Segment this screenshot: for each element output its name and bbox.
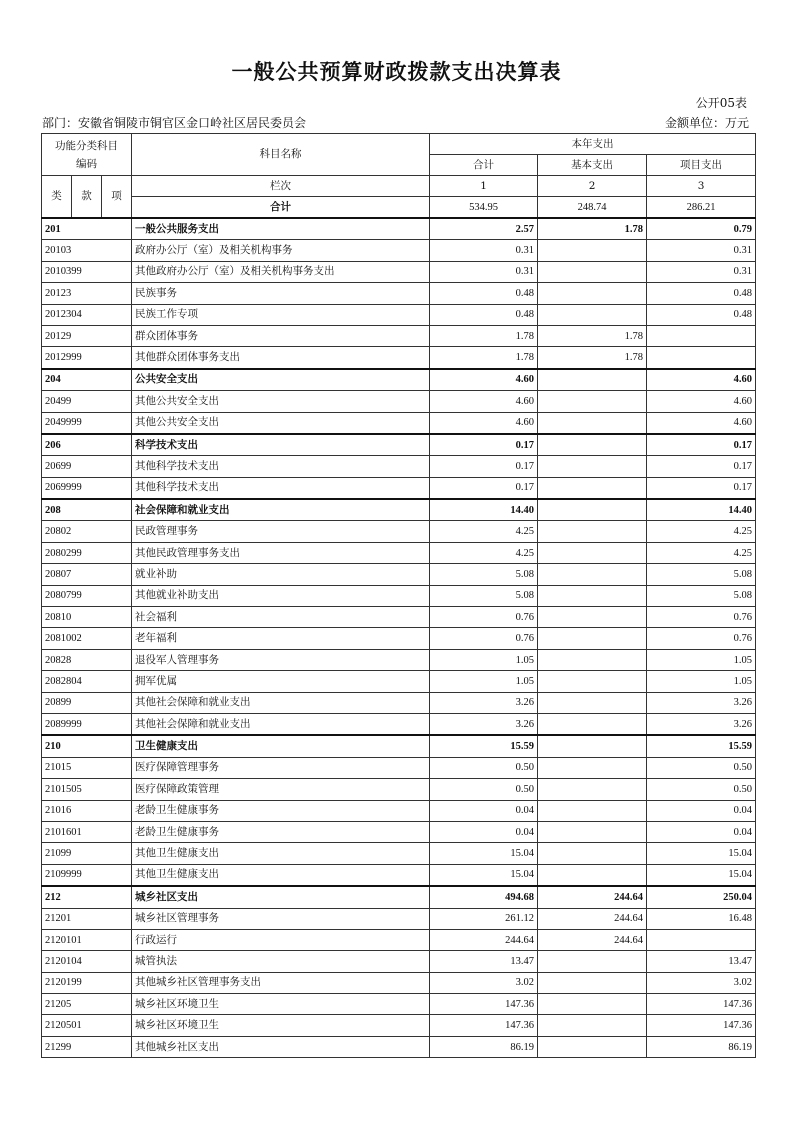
row-code: 2120101	[42, 929, 132, 950]
row-code: 2012999	[42, 347, 132, 369]
row-basic	[538, 1015, 647, 1036]
table-body	[42, 218, 756, 1058]
row-total: 261.12	[430, 908, 538, 929]
row-code: 208	[42, 499, 132, 521]
current-year-header: 本年支出	[430, 134, 756, 155]
row-total: 4.60	[430, 369, 538, 391]
row-total: 0.04	[430, 800, 538, 821]
row-code: 212	[42, 886, 132, 908]
row-code: 20807	[42, 564, 132, 585]
row-project: 0.31	[647, 261, 756, 282]
row-subject-name: 其他群众团体事务支出	[132, 347, 430, 369]
page-title: 一般公共预算财政拨款支出决算表	[231, 60, 562, 84]
row-basic	[538, 499, 647, 521]
row-total: 0.17	[430, 456, 538, 477]
grand-project-value: 286.21	[647, 197, 756, 219]
row-project: 0.48	[647, 283, 756, 304]
row-project: 0.76	[647, 607, 756, 628]
row-total: 1.05	[430, 649, 538, 670]
table-row	[42, 908, 756, 929]
row-project: 15.04	[647, 843, 756, 864]
row-code: 20828	[42, 649, 132, 670]
row-subject-name: 其他公共安全支出	[132, 391, 430, 412]
row-project: 0.17	[647, 477, 756, 499]
row-basic	[538, 607, 647, 628]
row-basic	[538, 283, 647, 304]
table-row	[42, 261, 756, 282]
row-total: 0.17	[430, 477, 538, 499]
row-code: 2049999	[42, 412, 132, 434]
table-row	[42, 886, 756, 908]
row-total: 4.25	[430, 521, 538, 542]
row-project: 0.31	[647, 240, 756, 261]
table-row	[42, 240, 756, 261]
row-total: 4.60	[430, 412, 538, 434]
row-total: 0.76	[430, 628, 538, 649]
row-code: 2069999	[42, 477, 132, 499]
row-subject-name: 城乡社区环境卫生	[132, 1015, 430, 1036]
row-project: 13.47	[647, 951, 756, 972]
row-code: 2101505	[42, 779, 132, 800]
table-row	[42, 585, 756, 606]
row-subject-name: 科学技术支出	[132, 434, 430, 456]
row-project: 4.60	[647, 391, 756, 412]
row-subject-name: 就业补助	[132, 564, 430, 585]
row-basic	[538, 972, 647, 993]
expenditure-table	[41, 133, 756, 1058]
row-total: 1.78	[430, 325, 538, 346]
row-subject-name: 其他民政管理事务支出	[132, 542, 430, 563]
row-subject-name: 其他社会保障和就业支出	[132, 692, 430, 713]
row-total: 0.48	[430, 283, 538, 304]
row-total: 13.47	[430, 951, 538, 972]
subject-name-header: 科目名称	[132, 134, 430, 176]
row-total: 3.26	[430, 713, 538, 735]
row-subject-name: 政府办公厅（室）及相关机构事务	[132, 240, 430, 261]
table-row	[42, 283, 756, 304]
table-row	[42, 972, 756, 993]
row-code: 21299	[42, 1036, 132, 1057]
row-basic	[538, 564, 647, 585]
row-code: 2089999	[42, 713, 132, 735]
table-row	[42, 800, 756, 821]
table-row	[42, 434, 756, 456]
row-total: 3.02	[430, 972, 538, 993]
row-subject-name: 老龄卫生健康事务	[132, 800, 430, 821]
row-subject-name: 民族事务	[132, 283, 430, 304]
row-basic	[538, 649, 647, 670]
row-total: 3.26	[430, 692, 538, 713]
row-total: 0.17	[430, 434, 538, 456]
row-subject-name: 退役军人管理事务	[132, 649, 430, 670]
row-basic	[538, 542, 647, 563]
table-row	[42, 757, 756, 778]
row-subject-name: 城乡社区支出	[132, 886, 430, 908]
row-project: 15.59	[647, 735, 756, 757]
table-row	[42, 347, 756, 369]
row-total: 1.05	[430, 671, 538, 692]
table-row	[42, 499, 756, 521]
row-code: 2109999	[42, 864, 132, 886]
table-row	[42, 369, 756, 391]
row-subject-name: 公共安全支出	[132, 369, 430, 391]
column-order-label: 栏次	[132, 176, 430, 197]
table-row	[42, 607, 756, 628]
table-row	[42, 821, 756, 842]
row-project: 0.48	[647, 304, 756, 325]
row-project: 5.08	[647, 585, 756, 606]
row-subject-name: 民政管理事务	[132, 521, 430, 542]
row-code: 2120104	[42, 951, 132, 972]
row-subject-name: 医疗保障政策管理	[132, 779, 430, 800]
row-total: 5.08	[430, 564, 538, 585]
row-basic	[538, 800, 647, 821]
row-basic: 1.78	[538, 218, 647, 240]
row-code: 201	[42, 218, 132, 240]
row-basic	[538, 585, 647, 606]
row-total: 0.31	[430, 261, 538, 282]
row-subject-name: 城乡社区环境卫生	[132, 994, 430, 1015]
row-code: 21016	[42, 800, 132, 821]
row-project: 3.02	[647, 972, 756, 993]
table-row	[42, 521, 756, 542]
row-total: 15.04	[430, 864, 538, 886]
row-basic: 244.64	[538, 929, 647, 950]
table-row	[42, 564, 756, 585]
row-code: 20499	[42, 391, 132, 412]
row-project	[647, 325, 756, 346]
row-code: 210	[42, 735, 132, 757]
table-row	[42, 391, 756, 412]
row-code: 2012304	[42, 304, 132, 325]
row-total: 4.60	[430, 391, 538, 412]
kuan-header: 款	[72, 176, 102, 219]
row-total: 0.04	[430, 821, 538, 842]
row-project: 1.05	[647, 671, 756, 692]
table-row	[42, 671, 756, 692]
row-subject-name: 社会保障和就业支出	[132, 499, 430, 521]
table-row	[42, 325, 756, 346]
row-project: 16.48	[647, 908, 756, 929]
table-row	[42, 929, 756, 950]
row-code: 2080799	[42, 585, 132, 606]
row-basic	[538, 521, 647, 542]
row-basic	[538, 628, 647, 649]
row-total: 14.40	[430, 499, 538, 521]
table-row	[42, 864, 756, 886]
row-code: 21015	[42, 757, 132, 778]
row-total: 244.64	[430, 929, 538, 950]
table-row	[42, 1036, 756, 1057]
row-total: 0.50	[430, 757, 538, 778]
row-subject-name: 拥军优属	[132, 671, 430, 692]
row-basic	[538, 994, 647, 1015]
row-basic: 1.78	[538, 347, 647, 369]
table-row	[42, 218, 756, 240]
row-project: 3.26	[647, 713, 756, 735]
row-subject-name: 其他科学技术支出	[132, 456, 430, 477]
row-code: 21205	[42, 994, 132, 1015]
row-basic	[538, 843, 647, 864]
row-subject-name: 其他卫生健康支出	[132, 843, 430, 864]
row-code: 2120199	[42, 972, 132, 993]
unit-label: 金额单位：万元	[664, 116, 749, 130]
col2-index: 2	[538, 176, 647, 197]
row-code: 20810	[42, 607, 132, 628]
row-basic	[538, 821, 647, 842]
row-total: 494.68	[430, 886, 538, 908]
form-number: 公开05表	[695, 96, 747, 110]
row-code: 2082804	[42, 671, 132, 692]
row-basic	[538, 434, 647, 456]
row-code: 2081002	[42, 628, 132, 649]
row-subject-name: 社会福利	[132, 607, 430, 628]
row-subject-name: 其他公共安全支出	[132, 412, 430, 434]
row-project: 3.26	[647, 692, 756, 713]
table-row	[42, 542, 756, 563]
row-project: 250.04	[647, 886, 756, 908]
row-total: 0.50	[430, 779, 538, 800]
row-project: 0.76	[647, 628, 756, 649]
row-subject-name: 卫生健康支出	[132, 735, 430, 757]
row-code: 20899	[42, 692, 132, 713]
row-project: 4.25	[647, 542, 756, 563]
row-subject-name: 群众团体事务	[132, 325, 430, 346]
row-basic: 1.78	[538, 325, 647, 346]
row-total: 147.36	[430, 994, 538, 1015]
row-subject-name: 行政运行	[132, 929, 430, 950]
grand-total-label: 合计	[132, 197, 430, 219]
xiang-header: 项	[102, 176, 132, 219]
grand-total-value: 534.95	[430, 197, 538, 219]
lei-header: 类	[42, 176, 72, 219]
row-total: 0.76	[430, 607, 538, 628]
table-row	[42, 692, 756, 713]
row-subject-name: 城管执法	[132, 951, 430, 972]
row-basic	[538, 261, 647, 282]
row-total: 0.31	[430, 240, 538, 261]
table-row	[42, 477, 756, 499]
row-code: 2101601	[42, 821, 132, 842]
row-project: 0.79	[647, 218, 756, 240]
row-basic	[538, 864, 647, 886]
table-row	[42, 843, 756, 864]
table-row	[42, 1015, 756, 1036]
row-subject-name: 老龄卫生健康事务	[132, 821, 430, 842]
row-code: 204	[42, 369, 132, 391]
row-basic	[538, 412, 647, 434]
row-project: 4.25	[647, 521, 756, 542]
row-basic	[538, 671, 647, 692]
row-project	[647, 929, 756, 950]
row-code: 20123	[42, 283, 132, 304]
row-code: 20802	[42, 521, 132, 542]
row-subject-name: 城乡社区管理事务	[132, 908, 430, 929]
row-total: 4.25	[430, 542, 538, 563]
row-project: 4.60	[647, 412, 756, 434]
row-project: 147.36	[647, 994, 756, 1015]
row-subject-name: 民族工作专项	[132, 304, 430, 325]
row-total: 147.36	[430, 1015, 538, 1036]
total-header: 合计	[430, 155, 538, 176]
row-code: 2120501	[42, 1015, 132, 1036]
row-total: 0.48	[430, 304, 538, 325]
row-basic	[538, 692, 647, 713]
row-project	[647, 347, 756, 369]
table-row	[42, 779, 756, 800]
row-subject-name: 老年福利	[132, 628, 430, 649]
row-project: 14.40	[647, 499, 756, 521]
row-subject-name: 其他就业补助支出	[132, 585, 430, 606]
row-code: 20129	[42, 325, 132, 346]
row-code: 206	[42, 434, 132, 456]
row-basic: 244.64	[538, 908, 647, 929]
basic-header: 基本支出	[538, 155, 647, 176]
row-total: 15.04	[430, 843, 538, 864]
table-row	[42, 735, 756, 757]
row-basic	[538, 304, 647, 325]
row-code: 21201	[42, 908, 132, 929]
row-subject-name: 其他卫生健康支出	[132, 864, 430, 886]
table-row	[42, 951, 756, 972]
row-basic	[538, 757, 647, 778]
row-total: 15.59	[430, 735, 538, 757]
row-project: 0.17	[647, 456, 756, 477]
row-project: 4.60	[647, 369, 756, 391]
row-code: 2010399	[42, 261, 132, 282]
row-basic	[538, 713, 647, 735]
table-row	[42, 649, 756, 670]
grand-basic-value: 248.74	[538, 197, 647, 219]
row-total: 1.78	[430, 347, 538, 369]
row-basic	[538, 735, 647, 757]
row-code: 20699	[42, 456, 132, 477]
row-subject-name: 一般公共服务支出	[132, 218, 430, 240]
row-basic	[538, 369, 647, 391]
row-project: 1.05	[647, 649, 756, 670]
table-row	[42, 713, 756, 735]
row-code: 21099	[42, 843, 132, 864]
row-basic: 244.64	[538, 886, 647, 908]
row-code: 20103	[42, 240, 132, 261]
table-row	[42, 412, 756, 434]
row-project: 0.50	[647, 779, 756, 800]
table-row	[42, 456, 756, 477]
row-total: 86.19	[430, 1036, 538, 1057]
table-row	[42, 628, 756, 649]
table-row	[42, 994, 756, 1015]
row-subject-name: 其他城乡社区管理事务支出	[132, 972, 430, 993]
row-basic	[538, 240, 647, 261]
row-code: 2080299	[42, 542, 132, 563]
row-project: 5.08	[647, 564, 756, 585]
row-basic	[538, 951, 647, 972]
col3-index: 3	[647, 176, 756, 197]
row-total: 2.57	[430, 218, 538, 240]
row-project: 0.04	[647, 821, 756, 842]
row-basic	[538, 1036, 647, 1057]
row-basic	[538, 391, 647, 412]
func-code-header: 功能分类科目编码	[42, 134, 132, 176]
row-subject-name: 医疗保障管理事务	[132, 757, 430, 778]
row-basic	[538, 477, 647, 499]
row-project: 86.19	[647, 1036, 756, 1057]
row-total: 5.08	[430, 585, 538, 606]
table-row	[42, 304, 756, 325]
row-subject-name: 其他社会保障和就业支出	[132, 713, 430, 735]
row-project: 0.17	[647, 434, 756, 456]
row-basic	[538, 456, 647, 477]
project-header: 项目支出	[647, 155, 756, 176]
row-subject-name: 其他科学技术支出	[132, 477, 430, 499]
col1-index: 1	[430, 176, 538, 197]
row-project: 147.36	[647, 1015, 756, 1036]
row-subject-name: 其他城乡社区支出	[132, 1036, 430, 1057]
row-project: 0.50	[647, 757, 756, 778]
row-project: 15.04	[647, 864, 756, 886]
department-label: 部门：安徽省铜陵市铜官区金口岭社区居民委员会	[42, 116, 307, 130]
row-subject-name: 其他政府办公厅（室）及相关机构事务支出	[132, 261, 430, 282]
row-basic	[538, 779, 647, 800]
row-project: 0.04	[647, 800, 756, 821]
